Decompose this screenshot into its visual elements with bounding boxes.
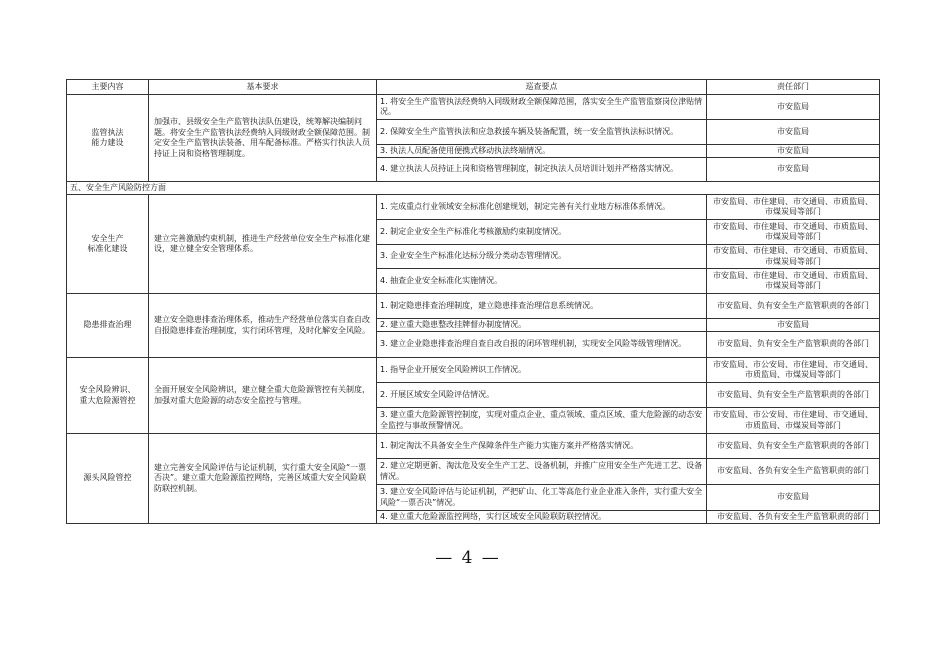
header-basic-requirements: 基本要求	[149, 80, 377, 95]
point-cell: 3. 建立重大危险源管控制度，实现对重点企业、重点领域、重点区域、重大危险源的动态安全监控与事故预警情况。	[377, 408, 707, 434]
section-title: 五、安全生产风险防控方面	[67, 182, 880, 195]
dept-cell: 市安监局、市住建局、市交通局、市质监局、市煤炭局等部门	[707, 269, 880, 294]
table-row	[67, 434, 880, 459]
dept-cell: 市安监局、负有安全生产监管职责的各部门	[707, 434, 880, 459]
requirement-cell: 建立完善激励约束机制，推进生产经营单位安全生产标准化建设，建立健全安全管理体系。	[149, 195, 377, 294]
point-cell: 3. 建立安全风险评估与论证机制，严把矿山、化工等高危行业企业准入条件，实行重大安全风险“一票否决”情况。	[377, 485, 707, 511]
requirement-cell: 建立安全隐患排查治理体系，推动生产经营单位落实自查自改自报隐患排查治理制度，实行闭环管理，及时化解安全风险。	[149, 294, 377, 358]
dept-cell: 市安监局、各负有安全生产监管职责的部门	[707, 511, 880, 524]
point-cell: 4. 抽查企业安全标准化实施情况。	[377, 269, 707, 294]
point-cell: 1. 制定隐患排查治理制度，建立隐患排查治理信息系统情况。	[377, 294, 707, 319]
requirement-cell: 全面开展安全风险辨识，建立健全重大危险源管控有关制度，加强对重大危险源的动态安全监控与管理。	[149, 358, 377, 434]
dept-cell: 市安监局	[707, 319, 880, 332]
dept-cell: 市安监局	[707, 95, 880, 120]
category-cell: 监管执法 能力建设	[67, 95, 149, 182]
point-cell: 1. 制定淘汰不具备安全生产保障条件生产能力实施方案并严格落实情况。	[377, 434, 707, 459]
point-cell: 1. 指导企业开展安全风险辨识工作情况。	[377, 358, 707, 383]
category-cell: 安全风险辨识、 重大危险源管控	[67, 358, 149, 434]
header-main-content: 主要内容	[67, 80, 149, 95]
point-cell: 2. 制定企业安全生产标准化考核激励约束制度情况。	[377, 220, 707, 245]
dept-cell: 市安监局、负有安全生产监管职责的各部门	[707, 294, 880, 319]
table-row	[67, 358, 880, 383]
table-row	[67, 95, 880, 120]
point-cell: 1. 完成重点行业领域安全标准化创建规划，制定完善有关行业地方标准体系情况。	[377, 195, 707, 220]
category-cell: 源头风险管控	[67, 434, 149, 524]
table-row	[67, 195, 880, 220]
table-row	[67, 294, 880, 319]
requirement-cell: 建立完善安全风险评估与论证机制，实行重大安全风险“一票否决”。建立重大危险源监控网络，完善区域重大安全风险联防联控机制。	[149, 434, 377, 524]
dept-cell: 市安监局、市住建局、市交通局、市质监局、市煤炭局等部门	[707, 220, 880, 245]
category-cell: 隐患排查治理	[67, 294, 149, 358]
dept-cell: 市安监局	[707, 145, 880, 158]
inspection-table	[66, 79, 880, 524]
dept-cell: 市安监局、负有安全生产监管职责的各部门	[707, 383, 880, 408]
point-cell: 4. 建立执法人员持证上岗和资格管理制度，制定执法人员培训计划并严格落实情况。	[377, 158, 707, 182]
point-cell: 3. 建立企业隐患排查治理自查自改自报的闭环管理机制，实现安全风险等级管理情况。	[377, 332, 707, 358]
dept-cell: 市安监局、市住建局、市交通局、市质监局、市煤炭局等部门	[707, 195, 880, 220]
point-cell: 3. 执法人员配备使用便携式移动执法终端情况。	[377, 145, 707, 158]
dept-cell: 市安监局、各负有安全生产监管职责的部门	[707, 459, 880, 485]
point-cell: 2. 建立定期更新、淘汰危及安全生产工艺、设备机制，并推广应用安全生产先进工艺、设备情况。	[377, 459, 707, 485]
dept-cell: 市安监局、负有安全生产监管职责的各部门	[707, 332, 880, 358]
dept-cell: 市安监局、市住建局、市交通局、市质监局、市煤炭局等部门	[707, 245, 880, 269]
table-header-row	[67, 80, 880, 95]
dept-cell: 市安监局	[707, 120, 880, 145]
dept-cell: 市安监局	[707, 485, 880, 511]
point-cell: 4. 建立重大危险源监控网络，实行区域安全风险联防联控情况。	[377, 511, 707, 524]
category-cell: 安全生产 标准化建设	[67, 195, 149, 294]
point-cell: 2. 保障安全生产监管执法和应急救援车辆及装备配置，统一安全监管执法标识情况。	[377, 120, 707, 145]
requirement-cell: 加强市、县级安全生产监管执法队伍建设，统筹解决编制问题。将安全生产监管执法经费纳入同级财政全额保障范围。制定安全生产监管执法装备、用车配备标准。严格实行执法人员持证上岗和资格管理制度。	[149, 95, 377, 182]
header-inspection-points: 巡查要点	[377, 80, 707, 95]
header-responsible-dept: 责任部门	[707, 80, 880, 95]
point-cell: 2. 建立重大隐患整改挂牌督办制度情况。	[377, 319, 707, 332]
dept-cell: 市安监局、市公安局、市住建局、市交通局、市质监局、市煤炭局等部门	[707, 358, 880, 383]
dept-cell: 市安监局、市公安局、市住建局、市交通局、市质监局、市煤炭局等部门	[707, 408, 880, 434]
page-number: — 4 —	[435, 548, 501, 568]
point-cell: 1. 将安全生产监管执法经费纳入同级财政全额保障范围，落实安全生产监管监察岗位津贴情况。	[377, 95, 707, 120]
section-header-row	[67, 182, 880, 195]
dept-cell: 市安监局	[707, 158, 880, 182]
point-cell: 2. 开展区域安全风险评估情况。	[377, 383, 707, 408]
point-cell: 3. 企业安全生产标准化达标分级分类动态管理情况。	[377, 245, 707, 269]
